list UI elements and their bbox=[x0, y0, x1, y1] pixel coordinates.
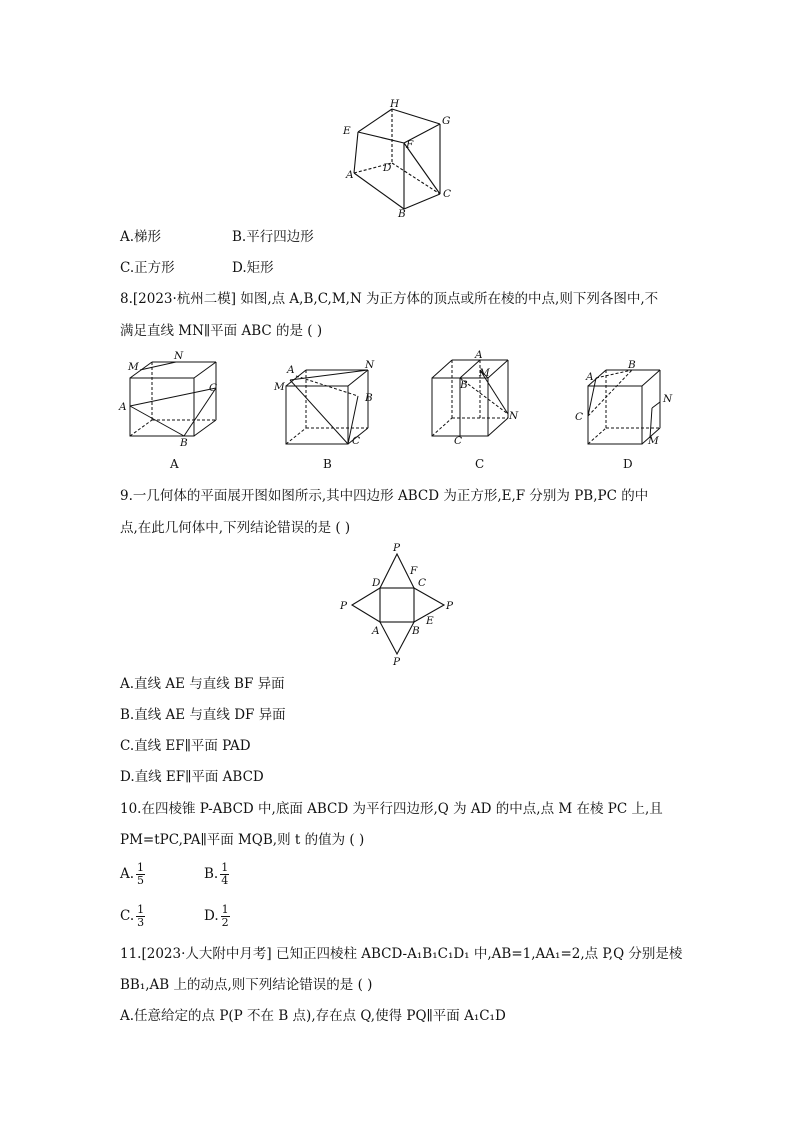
label-F: F bbox=[410, 565, 418, 577]
label-M: M bbox=[128, 361, 139, 373]
q9-option-c[interactable]: C.直线 EF∥平面 PAD bbox=[120, 738, 251, 754]
q11-stem-line2: BB₁,AB 上的动点,则下列结论错误的是 ( ) bbox=[120, 977, 373, 993]
caption-d: D bbox=[623, 457, 633, 471]
label-C: C bbox=[575, 411, 584, 423]
label-D: D bbox=[383, 162, 392, 174]
fraction: $\frac{1}{5}$ bbox=[137, 861, 145, 887]
label-M: M bbox=[648, 435, 659, 447]
label-P-right: P bbox=[446, 600, 454, 612]
q10-option-d[interactable]: D. $\frac{1}{2}$ bbox=[204, 903, 229, 929]
label-N: N bbox=[174, 350, 184, 362]
label-N: N bbox=[509, 410, 519, 422]
fraction: $\frac{1}{4}$ bbox=[221, 861, 229, 887]
q9-net-figure bbox=[336, 540, 462, 670]
q10-stem-line2: PM=tPC,PA∥平面 MQB,则 t 的值为 ( ) bbox=[120, 832, 365, 848]
fraction: $\frac{1}{3}$ bbox=[137, 903, 145, 929]
label-A: A bbox=[372, 625, 380, 637]
label-C: C bbox=[418, 577, 427, 589]
label-H: H bbox=[390, 98, 400, 110]
label-A: A bbox=[475, 349, 483, 361]
q7-option-a[interactable]: A.梯形 bbox=[120, 229, 162, 245]
label-F: F bbox=[406, 139, 414, 151]
label-B: B bbox=[180, 437, 188, 449]
label-G: G bbox=[442, 115, 451, 127]
q8-figure-c bbox=[420, 346, 530, 472]
caption-a: A bbox=[170, 457, 179, 471]
label-A: A bbox=[287, 364, 295, 376]
caption-b: B bbox=[323, 457, 332, 471]
label-B: B bbox=[628, 359, 636, 371]
label-B: B bbox=[365, 392, 373, 404]
label-D: D bbox=[372, 577, 381, 589]
q10-option-c[interactable]: C. $\frac{1}{3}$ bbox=[120, 903, 145, 929]
label-C: C bbox=[209, 382, 218, 394]
label-A: A bbox=[586, 371, 594, 383]
q7-option-c[interactable]: C.正方形 bbox=[120, 260, 175, 276]
label-M: M bbox=[479, 367, 490, 379]
label-M: M bbox=[274, 381, 285, 393]
q11-option-a[interactable]: A.任意给定的点 P(P 不在 B 点),存在点 Q,使得 PQ∥平面 A₁C₁D bbox=[120, 1008, 506, 1024]
label-N: N bbox=[365, 359, 375, 371]
label-E: E bbox=[426, 615, 434, 627]
label-C: C bbox=[443, 188, 452, 200]
q7-option-d[interactable]: D.矩形 bbox=[232, 260, 274, 276]
label-P-top: P bbox=[393, 542, 401, 554]
label-P-left: P bbox=[340, 600, 348, 612]
caption-c: C bbox=[475, 457, 485, 471]
label-E: E bbox=[343, 125, 351, 137]
label-P-bottom: P bbox=[393, 656, 401, 668]
q9-stem-line1: 9.一几何体的平面展开图如图所示,其中四边形 ABCD 为正方形,E,F 分别为 PB,PC 的中 bbox=[120, 488, 649, 504]
q8-figure-a bbox=[116, 348, 226, 472]
label-B: B bbox=[412, 625, 420, 637]
label-A: A bbox=[119, 401, 127, 413]
q9-option-b[interactable]: B.直线 AE 与直线 DF 异面 bbox=[120, 707, 286, 723]
q10-option-a[interactable]: A. $\frac{1}{5}$ bbox=[120, 861, 145, 887]
q10-option-b[interactable]: B. $\frac{1}{4}$ bbox=[204, 861, 229, 887]
q9-stem-line2: 点,在此几何体中,下列结论错误的是 ( ) bbox=[120, 520, 351, 536]
fraction: $\frac{1}{2}$ bbox=[221, 903, 229, 929]
q9-option-d[interactable]: D.直线 EF∥平面 ABCD bbox=[120, 769, 264, 785]
label-C: C bbox=[454, 435, 463, 447]
label-B: B bbox=[398, 208, 406, 220]
q8-figure-d bbox=[570, 356, 680, 472]
q7-option-b[interactable]: B.平行四边形 bbox=[232, 229, 314, 245]
q10-stem-line1: 10.在四棱锥 P-ABCD 中,底面 ABCD 为平行四边形,Q 为 AD 的中点,点 M 在棱 PC 上,且 bbox=[120, 801, 663, 817]
label-A: A bbox=[346, 169, 354, 181]
q11-stem-line1: 11.[2023·人大附中月考] 已知正四棱柱 ABCD-A₁B₁C₁D₁ 中,AB=1,AA₁=2,点 P,Q 分别是棱 bbox=[120, 946, 683, 962]
cube-figure bbox=[330, 96, 460, 220]
label-C: C bbox=[352, 435, 361, 447]
q8-stem-line1: 8.[2023·杭州二模] 如图,点 A,B,C,M,N 为正方体的顶点或所在棱的中点,则下列各图中,不 bbox=[120, 291, 659, 307]
q8-figure-b bbox=[270, 358, 385, 472]
label-B: B bbox=[460, 379, 468, 391]
q9-option-a[interactable]: A.直线 AE 与直线 BF 异面 bbox=[120, 676, 285, 692]
q8-stem-line2: 满足直线 MN∥平面 ABC 的是 ( ) bbox=[120, 323, 323, 339]
label-N: N bbox=[663, 393, 673, 405]
